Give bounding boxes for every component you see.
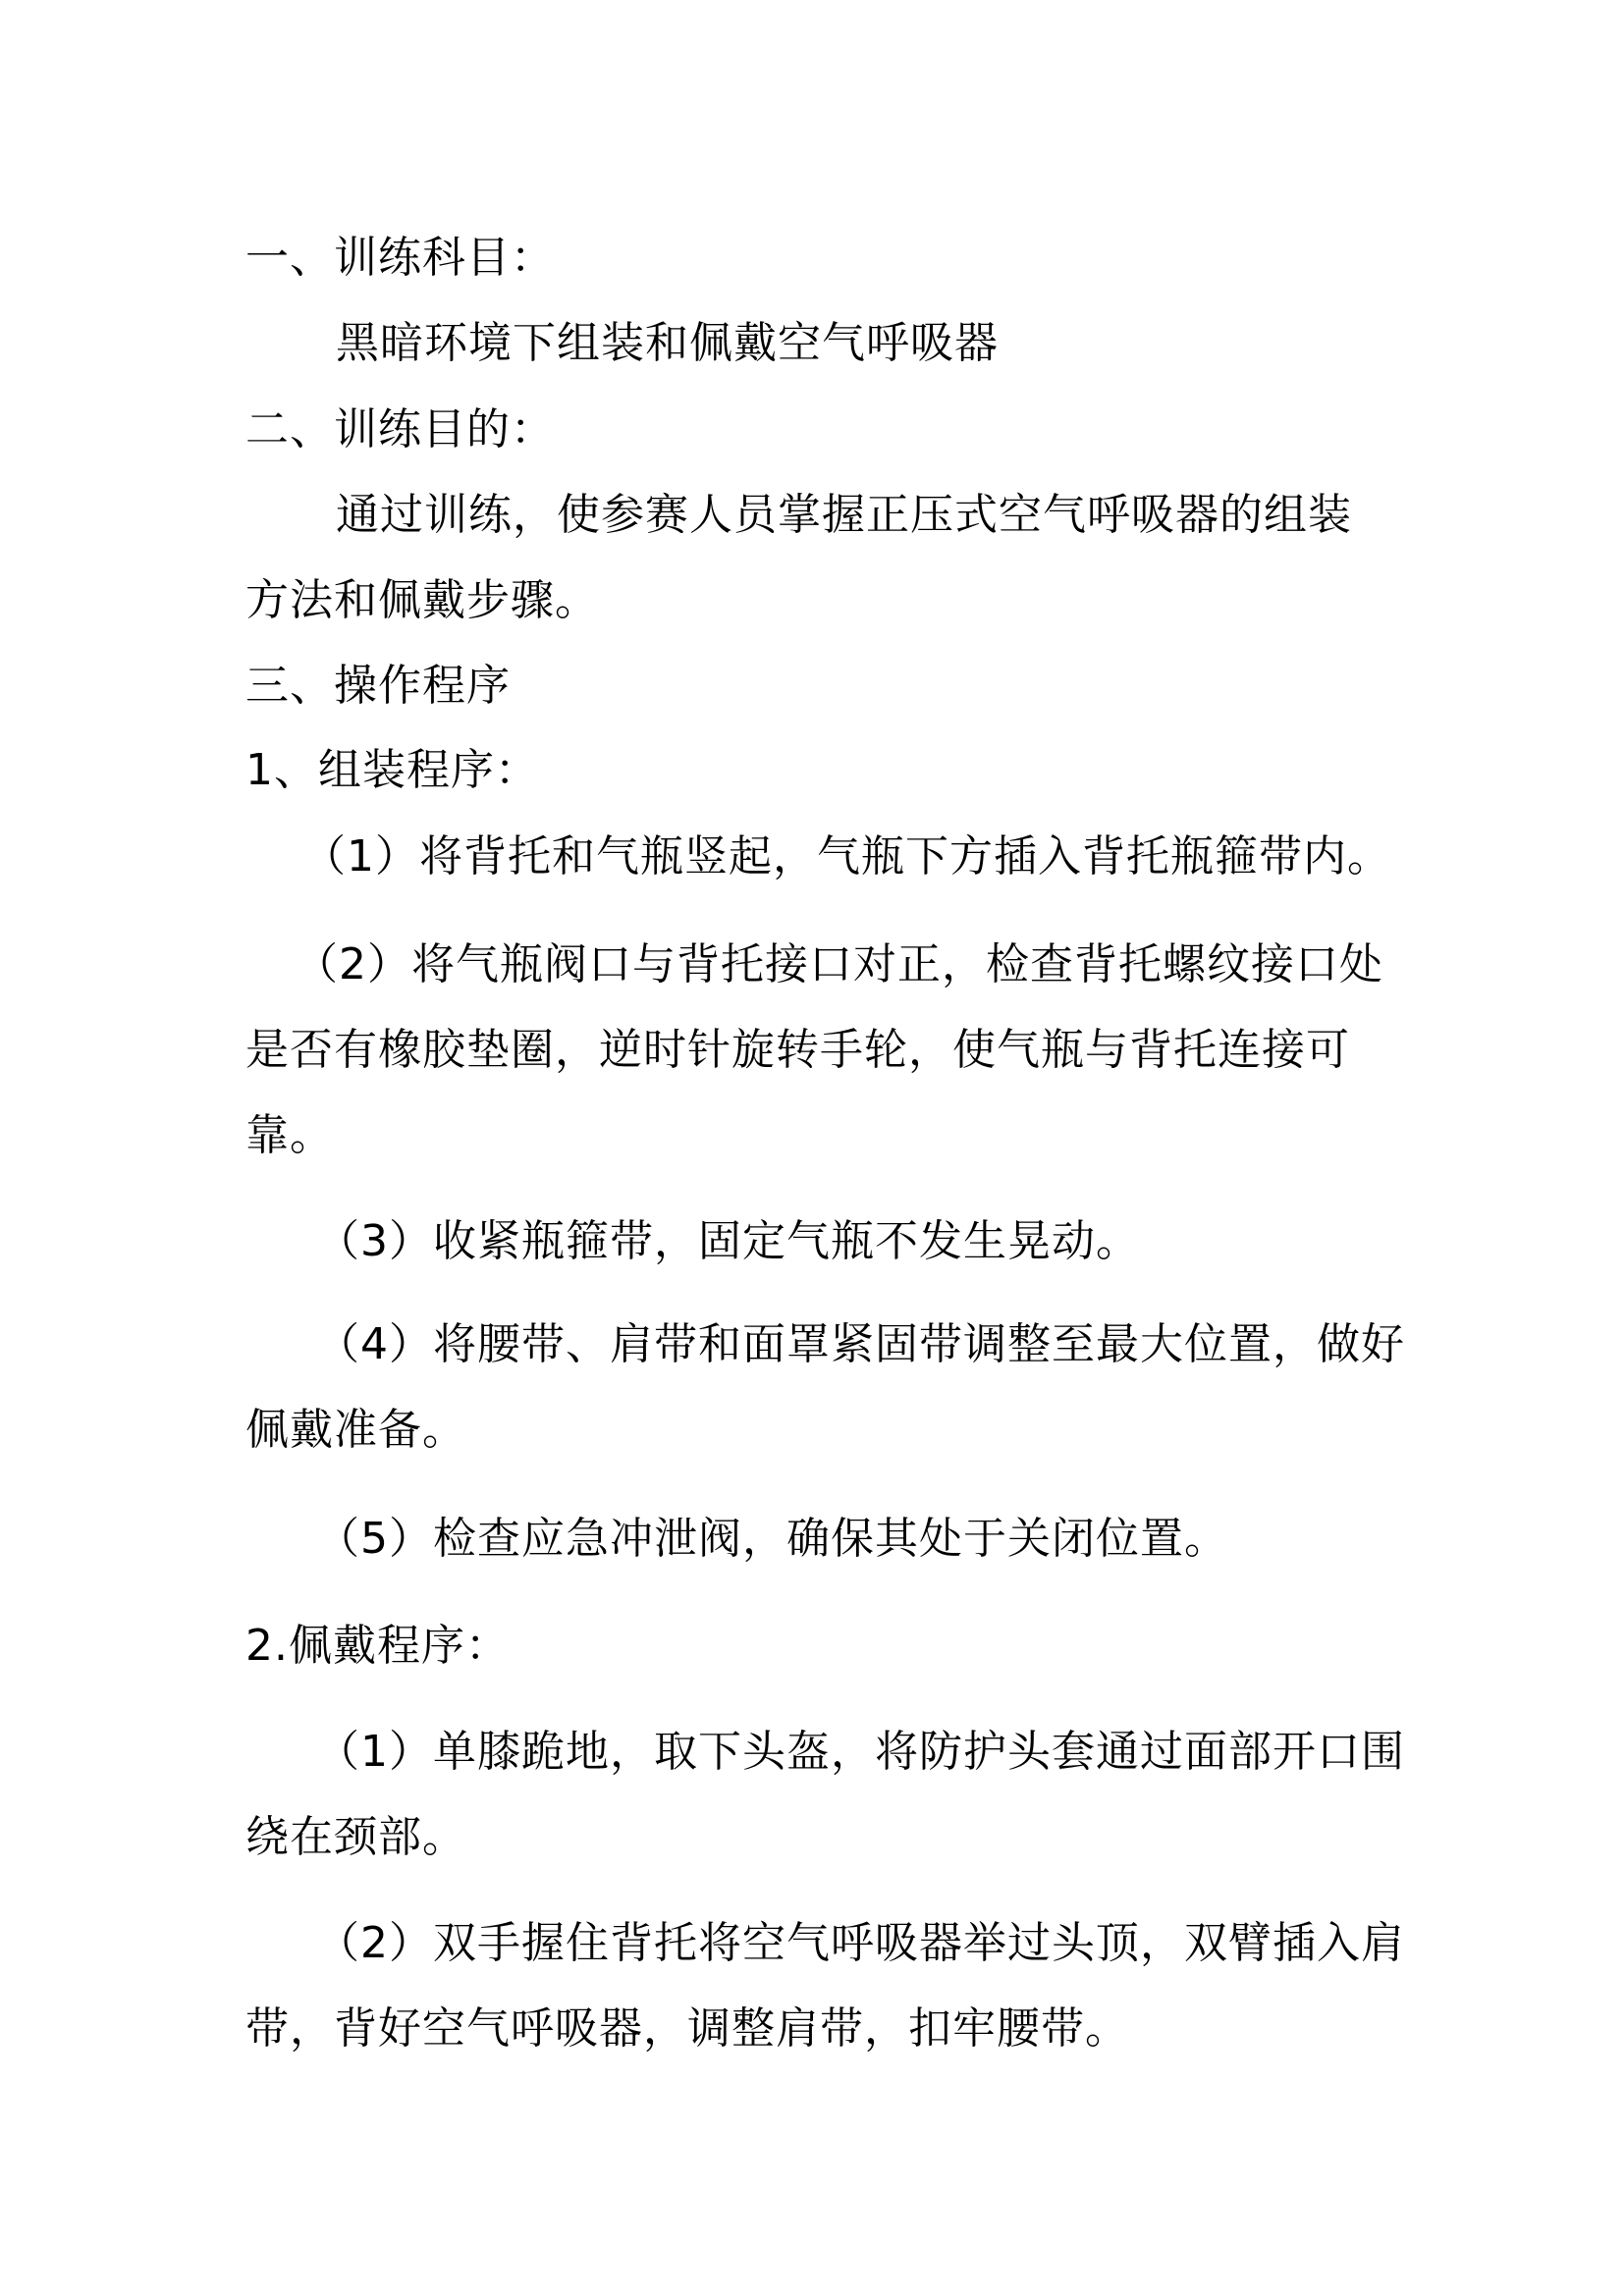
section-heading-3: 三、操作程序 bbox=[245, 661, 511, 711]
step-item: （1）单膝跪地，取下头盔，将防护头套通过面部开口围 bbox=[316, 1727, 1405, 1777]
paragraph: 是否有橡胶垫圈，逆时针旋转手轮，使气瓶与背托连接可 bbox=[245, 1025, 1350, 1075]
paragraph: 佩戴准备。 bbox=[245, 1405, 466, 1455]
paragraph: 方法和佩戴步骤。 bbox=[245, 575, 599, 625]
step-item: （3）收紧瓶箍带，固定气瓶不发生晃动。 bbox=[316, 1216, 1140, 1266]
paragraph: 通过训练，使参赛人员掌握正压式空气呼吸器的组装 bbox=[336, 490, 1352, 540]
paragraph: 靠。 bbox=[245, 1110, 334, 1160]
step-item: （2）将气瓶阀口与背托接口对正，检查背托螺纹接口处 bbox=[295, 939, 1383, 989]
section-heading-1: 一、训练科目： bbox=[245, 233, 555, 283]
step-item: （2）双手握住背托将空气呼吸器举过头顶，双臂插入肩 bbox=[316, 1918, 1405, 1968]
step-item: （1）将背托和气瓶竖起，气瓶下方插入背托瓶箍带内。 bbox=[302, 831, 1391, 881]
paragraph: 带，背好空气呼吸器，调整肩带，扣牢腰带。 bbox=[245, 2003, 1129, 2054]
paragraph: 绕在颈部。 bbox=[245, 1812, 466, 1862]
subheading-assembly: 1、组装程序： bbox=[245, 745, 539, 795]
step-item: （4）将腰带、肩带和面罩紧固带调整至最大位置，做好 bbox=[316, 1319, 1405, 1369]
subheading-wearing: 2.佩戴程序： bbox=[245, 1621, 510, 1671]
paragraph: 黑暗环境下组装和佩戴空气呼吸器 bbox=[336, 318, 999, 368]
step-item: （5）检查应急冲泄阀，确保其处于关闭位置。 bbox=[316, 1514, 1228, 1564]
section-heading-2: 二、训练目的： bbox=[245, 404, 555, 454]
